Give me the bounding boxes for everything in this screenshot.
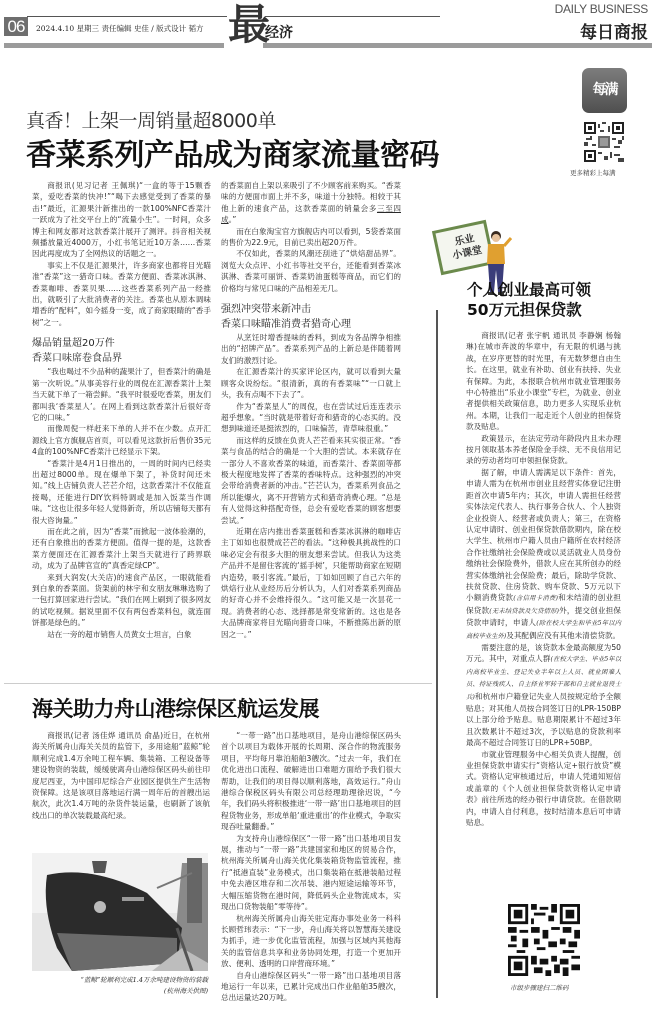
column-badge-line: 小课堂 bbox=[451, 244, 484, 262]
paragraph: 商报讯(记者 张宇帆 通讯员 李静娴 杨翰琳)在城市奔波的华章中，有无限的机遇与挑战，在岁序更替的时光里，有无数梦想自由生长。在这里，就业有补助、创业有扶持、失业有保障。为此，本报联合杭州市就业管理服务中心特推出“乐业小课堂”专栏，为就业、创业者提供相关政策信息，助力更多人实现乐业杭州。本期，让我们一起走近个人创业的担保贷款及贴息。 bbox=[466, 331, 621, 432]
paragraph: 商报讯(见习记者 王佩琪)“一盒的等于15颗香菜，爱吃香菜的快冲!”“喝下去感觉受到了香菜的暴击!”最近，汇源果汁新推出的一款100%NFC香菜汁一跃成为了社交平台上的“流量小生”。一时间，众多博主和网友都对这款香菜汁展开了测评。抖音相关视频播放量近4000万，小红书笔记近10万条……香菜因此再度成为了全网热议的话题之一。 bbox=[32, 181, 211, 259]
article-column-1 bbox=[32, 730, 210, 821]
ship-photo bbox=[32, 853, 208, 971]
paragraph: 近期在店内推出香菜蛋糕和香菜冰淇淋的咖啡店主丁如如也很赞成芒芒的看法。“这种极具挑战性的口味必定会有很多大胆的朋友想来尝试。但我认为这类产品并不是留住客流的‘摇手树’，只能帮助商家在短期内造势，吸引客流。”最后，丁如如回顾了自己六年的烘焙行业从业经历后分析认为，人们对香菜系列商品的好奇心并不会维持很久。“这可能又是一次昙花一现。消费者的心态、选择都是常变常新的。这也是各大品牌商家将目光瞄向猎奇口味，不断推陈出新的原因之一。” bbox=[221, 526, 401, 639]
sidebar-rule bbox=[436, 310, 438, 998]
paper-name-cn: 每日商报 bbox=[580, 23, 648, 43]
paragraph: 为支持舟山港综保区“一带一路”出口基地项目发展，推动与“一带一路”共建国家和地区的贸易合作，杭州海关所属舟山海关优化集装箱货物监管流程，推行“抵港直装”业务模式，出口集装箱在抵港装船过程中免去港区堆存和二次吊装、港内短途运输等环节，大幅压缩货物在港时间，降低码头企业物流成本，实现出口货物装船“零等待”。 bbox=[221, 833, 401, 912]
photo-caption-credit: (杭州海关供图) bbox=[163, 987, 208, 995]
app-promo-caption: 更多精彩上每满 bbox=[570, 169, 616, 177]
paragraph: 而像周倪一样赶来下单的人并不在少数。点开汇源线上官方旗舰店首页，可以看见这款折后售价35元4盒的100%NFC香菜汁已经显示下架。 bbox=[32, 424, 211, 457]
paper-name-en: DAILY BUSINESS bbox=[554, 2, 648, 16]
paragraph: 市就业管理服务中心相关负责人提醒，创业担保贷款申请实行“资格认定+银行放贷”模式。资格认定审核通过后，申请人凭通知短信或盖章的《个人创业担保贷款资格认定申请表》前往所选的经办银行申请贷款。在借款期内，申请人自付利息，按时结清本息后可申请贴息。 bbox=[466, 749, 621, 828]
paragraph-text: 需要注意的是，该贷款本金最高额度为50万元。其中，对重点人群 bbox=[466, 642, 621, 664]
paragraph: 杭州海关所属舟山海关驻定海办事处业务一科科长顾哲玮表示：“下一步，舟山海关将以智慧海关建设为抓手，进一步优化监管流程，加强与区域内其他海关的监管信息共享和业务协同处理，打造一个更加开放、便利、透明的口岸营商环境。” bbox=[221, 913, 401, 969]
qr-code-icon[interactable] bbox=[508, 904, 580, 976]
paragraph: “香菜汁是4月1日推出的，一周的时间内已经卖出超过8000单。现在爆单下架了，补货时间还未知。”线上店铺负责人芒芒介绍，这款香菜汁不仅能直接喝，还能进行DIY饮料特调或是加入饭菜当作调味。“这也让很多年轻人觉得新奇，所以店铺每天都有很大咨询量。” bbox=[32, 458, 211, 525]
sidebar-headline-line: 个人创业最高可领 bbox=[467, 281, 592, 299]
sidebar-headline-line: 50万元担保贷款 bbox=[467, 301, 582, 319]
paragraph: 而这样的反馈在负责人芒芒看来其实很正常。“香菜与食品的结合的确是一个大胆的尝试。本来就存在一部分人不喜欢香菜的味道，而香菜汁、香菜面等都极大程度地发挥了香菜的香味特点。这种强烈的冲突会带给消费者新的冲击。”芒芒认为，香菜系列食品之所以能爆火，离不开营销方式和猎奇消费心理。“总是有人觉得这种搭配奇怪，总会有爱吃香菜的顾客想要尝试。” bbox=[221, 435, 401, 525]
paragraph-text: 据了解，申请人需满足以下条件：首先，申请人需为在杭州市创业且经营实体登记注册距首次申请5年内；其次，申请人需担任经营实体法定代表人、执行事务合伙人、个人独资企业投资人、经营者或负责人；第三，在资格认定申请时、创业担保贷款借款期内，除在校大学生、杭州市户籍人员由户籍所在农村经济合作社缴纳社会保险费或以灵活就业人员身份缴纳社会保险费外，借款人应在其所创办的经营实体缴纳社会保险费；最后，除助学贷款、扶贫贷款、住房贷款、购车贷款、5万元以下小额消费贷款 bbox=[466, 467, 621, 603]
section-name: 经济 bbox=[265, 25, 293, 41]
article-column-1 bbox=[32, 180, 211, 640]
paragraph bbox=[466, 642, 621, 749]
note-text: (在校大学生、毕业5年以内高校毕业生、登记失业半年以上人员、就业困难人员、持证残疾人、自主择业军转干部和自主就业退役士兵) bbox=[466, 656, 621, 701]
header-rule bbox=[265, 16, 440, 17]
paragraph bbox=[221, 180, 401, 226]
article-column-2 bbox=[221, 730, 401, 1004]
note-text: (含信用卡消费) bbox=[513, 595, 558, 603]
section-heading: 香菜口味席卷食品界 bbox=[32, 352, 122, 364]
section-logo-char: 最 bbox=[228, 0, 271, 49]
paragraph-text: 及其配偶应没有其他未清偿贷款。 bbox=[506, 630, 621, 640]
qr-caption: 市级步骤建扫二维码 bbox=[510, 984, 569, 992]
paragraph: 站在一旁的超市销售人员黄女士坦言，白象 bbox=[47, 629, 192, 639]
paragraph: 从烹饪时增香提味的香料，到成为各品牌争相推出的“招牌产品”。香菜系列产品的上新总是伴随着网友们的激烈讨论。 bbox=[221, 333, 401, 365]
paragraph bbox=[466, 467, 621, 642]
section-heading: 爆品销量超20万件 bbox=[32, 338, 115, 350]
issue-meta: 2024.4.10 星期三 责任编辑 史佳 / 版式设计 韬方 bbox=[36, 24, 204, 33]
paragraph-text: 和未结清的创业担保贷款 bbox=[466, 593, 622, 615]
article-headline: 香菜系列产品成为商家流量密码 bbox=[26, 138, 439, 173]
sidebar-column bbox=[466, 330, 621, 828]
section-heading: 强烈冲突带来新冲击 bbox=[221, 304, 311, 316]
photo-caption-line: “蓝鲸”轮顺利完成1.4万余吨建设物资的装载 bbox=[80, 976, 208, 984]
article-subheadline: 真香！上架一周销量超8000单 bbox=[26, 110, 276, 132]
note-text: (除在校大学生和毕业5年以内高校毕业生外) bbox=[466, 620, 622, 640]
article-headline: 海关助力舟山港综保区航运发展 bbox=[32, 697, 319, 721]
ship-image-icon bbox=[32, 853, 208, 971]
paragraph: 商报讯(记者 汤佳烨 通讯员 俞晶)近日，在杭州海关所属舟山海关关员的监管下，多用途船“蓝鲸”轮顺利完成1.4万余吨工程车辆、集装箱、工程设备等建设物资的装载，缓缓驶离舟山港综保区码头前往印度尼西亚，为中国印尼综合产业园区提供生产生活物资保障。这是该项目落地运行满一周年后的首艘出运航次，此次1.4万吨的杂货件装运量，也刷新了该航线出口的单次装载最高纪录。 bbox=[32, 731, 210, 820]
header-bar bbox=[4, 43, 224, 48]
paragraph-text: 和杭州市户籍登记失业人员按规定给予全额贴息；对其他人员按合同签订日的LPR-150BP以上部分给予贴息。贴息期限累计不超过3年且次数累计不超过3次，予以贴息的贷款利率最高不超过合同签订日的LPR+50BP。 bbox=[466, 691, 621, 748]
paragraph: 自舟山港综保区码头“一带一路”出口基地项目落地运行一年以来，已累计完成出口作业船舶35艘次，总出运量达20万吨。 bbox=[221, 970, 401, 1003]
article-divider bbox=[4, 683, 432, 684]
note-text: (无未结贷款及欠贷情形) bbox=[489, 607, 559, 615]
paragraph: 来到大润发(大关店)的速食产品区，一眼就能看到白象的香菜面。货架前的林宇和女朋友琳琳选购了一包打算回家进行尝试。“我们在网上刷到了很多网友的试吃视频。据说里面不仅有两包香菜料包，就连面饼都是绿色的。” bbox=[32, 572, 211, 628]
paragraph: 作为“香菜星人”的周倪，也在尝试过后连连表示超乎想象。“当时就是带着好奇和猎奇的心态买的。没想到味道还是挺浓烈的，口味偏苦，青草味很重。” bbox=[221, 401, 401, 434]
paragraph: 政策显示，在法定劳动年龄段内且未办理按月领取基本养老保险金手续、无不良信用记录的劳动者均可申领担保贷款。 bbox=[466, 433, 621, 466]
section-heading: 香菜口味瞄准消费者猎奇心理 bbox=[221, 318, 351, 330]
header-bar bbox=[263, 43, 652, 48]
column-badge-line: 乐业 bbox=[453, 233, 476, 249]
qr-code-icon[interactable] bbox=[584, 122, 624, 162]
paragraph-text: 外，提交创业担保贷款申请时，申请人 bbox=[466, 605, 622, 628]
paragraph: 而在白象淘宝官方旗舰店内可以看到，5袋香菜面的售价为22.9元，目前已卖出超20万件。 bbox=[221, 226, 401, 248]
header-rule bbox=[27, 16, 227, 17]
paragraph: 而在此之前，因为“香菜”而掀起一波体验潮的，还有白象推出的香菜方便面。值得一提的是，这款香菜方便面还在汇源香菜汁上架当天就进行了跨界联动，成为了品牌官宣的“真香定绿CP”。 bbox=[32, 526, 211, 571]
paragraph: “我也喝过不少品种的蔬果汁了，但香菜汁的确是第一次听说。”从事美容行业的周倪在汇源香菜汁上架当天就下单了一箱尝鲜。“我平时很爱吃香菜，朋友们都叫我‘香菜星人’。在网上看到这款香菜汁后很好奇它的口味。” bbox=[32, 367, 211, 422]
paragraph: “一带一路”出口基地项目，是舟山港综保区码头首个以项目为载体开展的长周期、深合作的物流服务项目，平均每月靠泊船舶3艘次。“过去一年，我们在优化进出口流程、破解进出口难题方面给予我们很大帮助，让我们的项目得以顺利落地，高效运行。”舟山港综合保税区码头有限公司总经理助理徐迟说，“今年，我们码头将积极推进‘一带一路’出口基地项目的回程货物业务，形成单船‘重进重出’的作业模式，争取实现吞吐量翻番。” bbox=[221, 731, 401, 832]
paragraph: 不仅如此，香菜的风潮还刮进了“烘焙甜品界”。浏览大众点评、小红书等社交平台，还能看到香菜冰淇淋、香菜可丽饼、香菜奶油蛋糕等商品，而它们的价格均与常见口味的产品相差无几。 bbox=[221, 249, 401, 293]
photo-caption bbox=[40, 975, 208, 997]
paragraph: 在汇源香菜汁的买家评论区内，就可以看到大量顾客众说纷纭。“很清新，真的有香菜味”“一口就上头，我有点喝不下去了”。 bbox=[221, 367, 401, 400]
app-icon[interactable]: 每满 bbox=[582, 68, 627, 113]
page-number: 06 bbox=[4, 17, 28, 36]
article-column-2 bbox=[221, 180, 401, 640]
paragraph: 事实上不仅是汇源果汁，许多商家也都将目光瞄准“香菜”这一猎奇口味。香菜方便面、香菜冰淇淋、香菜咖啡、香菜贝果……这些香菜系列产品一经推出，就吸引了大批消费者的关注。香菜也从原本调味增香的“配料”，如今摇身一变，成了商家眼睛的“香手树”之一。 bbox=[32, 260, 211, 327]
paragraph-text: 。” bbox=[228, 215, 237, 225]
underlined-text: 三至四成 bbox=[221, 203, 401, 225]
paragraph-text: 的香菜面自上架以来吸引了不少顾客前来购买。“香菜味的方便面市面上并不多，味道十分独特。相较于其他上新的速食产品，这款香菜面的销量会多 bbox=[221, 181, 401, 213]
sidebar-headline bbox=[467, 280, 591, 320]
